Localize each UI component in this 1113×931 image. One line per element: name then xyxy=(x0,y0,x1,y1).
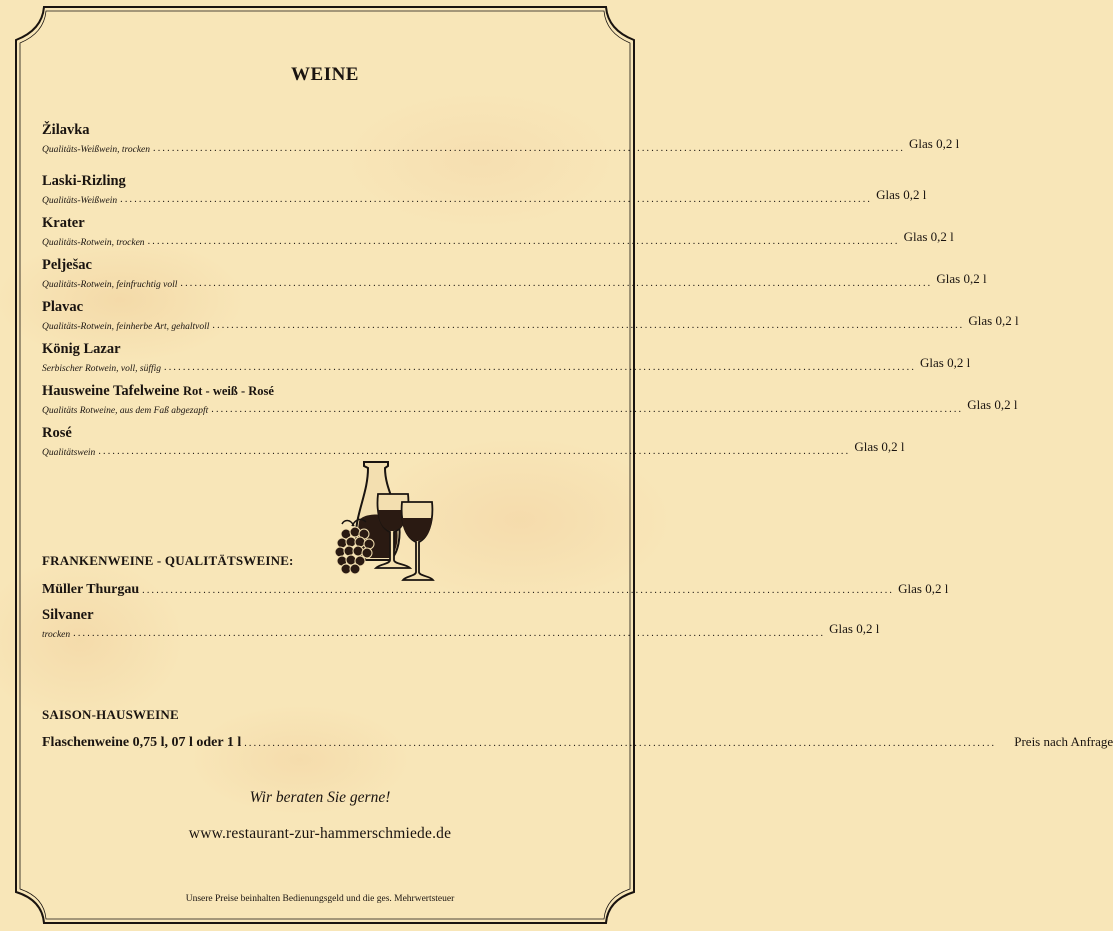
list-item xyxy=(42,122,960,155)
leader-dots: ................................................................................................................................................................ xyxy=(98,446,851,457)
wine-name-text: König Lazar xyxy=(42,341,121,357)
leader-dots: ................................................................................................................................................................ xyxy=(212,320,965,331)
list-item xyxy=(42,299,1019,332)
leader-dots: ................................................................................................................................................................ xyxy=(120,194,873,205)
leader-dots: ................................................................................................................................................................ xyxy=(244,738,997,749)
wine-name xyxy=(42,341,542,358)
leader-dots: ................................................................................................................................................................ xyxy=(73,628,826,639)
wine-price: Glas 0,2 l xyxy=(876,187,927,202)
leader-dots: ................................................................................................................................................................ xyxy=(147,236,900,247)
wine-name-text: Plavac xyxy=(42,299,84,315)
wine-name xyxy=(42,383,542,400)
list-item xyxy=(42,257,987,290)
wine-price: Glas 0,2 l xyxy=(967,397,1018,412)
leader-dots: ................................................................................................................................................................ xyxy=(164,362,917,373)
wine-name-text: Hausweine Tafelweine xyxy=(42,383,180,399)
wine-name: Flaschenweine 0,75 l, 07 l oder 1 l xyxy=(42,735,242,750)
wine-description: Qualitäts-Weißwein xyxy=(42,196,118,206)
list-item xyxy=(42,215,954,248)
wine-name-text: Pelješac xyxy=(42,257,92,273)
wine-price: Glas 0,2 l xyxy=(909,136,960,151)
list-item xyxy=(42,341,971,374)
wine-name xyxy=(42,425,542,442)
wine-description: Qualitäts-Weißwein, trocken xyxy=(42,145,151,155)
wine-name-text: Krater xyxy=(42,215,85,231)
list-item xyxy=(42,173,927,206)
wine-description: Qualitätswein xyxy=(42,448,96,458)
wine-name: Müller Thurgau xyxy=(42,582,140,597)
wine-price: Preis nach Anfrage xyxy=(1014,734,1113,749)
website-url: www.restaurant-zur-hammerschmiede.de xyxy=(188,825,452,842)
wine-name xyxy=(42,122,542,139)
list-item xyxy=(42,607,880,640)
wine-name-text: Laski-Rizling xyxy=(42,173,126,189)
wine-price: Glas 0,2 l xyxy=(829,621,880,636)
list-item xyxy=(42,425,905,458)
list-item xyxy=(42,734,1113,751)
wine-price: Glas 0,2 l xyxy=(903,229,954,244)
leader-dots: ................................................................................................................................................................ xyxy=(153,143,906,154)
wine-description: Qualitäts-Rotwein, feinfruchtig voll xyxy=(42,280,178,290)
wine-name-text: Žilavka xyxy=(42,122,90,138)
price-note: Unsere Preise beinhalten Bedienungsgeld und die ges. Mehrwertsteuer xyxy=(185,894,455,904)
leader-dots: ................................................................................................................................................................ xyxy=(211,404,964,415)
page-title: WEINE xyxy=(291,64,359,85)
wine-description: Qualitäts Rotweine, aus dem Faß abgezapft xyxy=(42,406,209,416)
wine-description: Serbischer Rotwein, voll, süffig xyxy=(42,364,162,374)
franken-heading: FRANKENWEINE - QUALITÄTSWEINE: xyxy=(42,553,294,568)
wine-description: trocken xyxy=(42,630,71,640)
wine-name xyxy=(42,173,542,190)
wine-price: Glas 0,2 l xyxy=(920,355,971,370)
wine-price: Glas 0,2 l xyxy=(936,271,987,286)
wine-price: Glas 0,2 l xyxy=(898,581,949,596)
wine-name xyxy=(42,257,542,274)
wine-name-sub: Rot - weiß - Rosé xyxy=(182,384,274,398)
wine-name xyxy=(42,215,542,232)
wine-name: Silvaner xyxy=(42,607,94,623)
list-item xyxy=(42,581,949,598)
wine-carafe-glasses-grapes-icon xyxy=(332,456,442,586)
wine-name xyxy=(42,299,542,316)
leader-dots: ................................................................................................................................................................ xyxy=(142,585,895,596)
wine-price: Glas 0,2 l xyxy=(968,313,1019,328)
slogan: Wir beraten Sie gerne! xyxy=(249,789,391,806)
saison-heading: SAISON-HAUSWEINE xyxy=(42,707,179,722)
leader-dots: ................................................................................................................................................................ xyxy=(180,278,933,289)
list-item xyxy=(42,383,1018,416)
wine-description: Qualitäts-Rotwein, feinherbe Art, gehaltvoll xyxy=(42,322,210,332)
wine-name-text: Rosé xyxy=(42,425,72,441)
wine-description: Qualitäts-Rotwein, trocken xyxy=(42,238,145,248)
wine-price: Glas 0,2 l xyxy=(854,439,905,454)
